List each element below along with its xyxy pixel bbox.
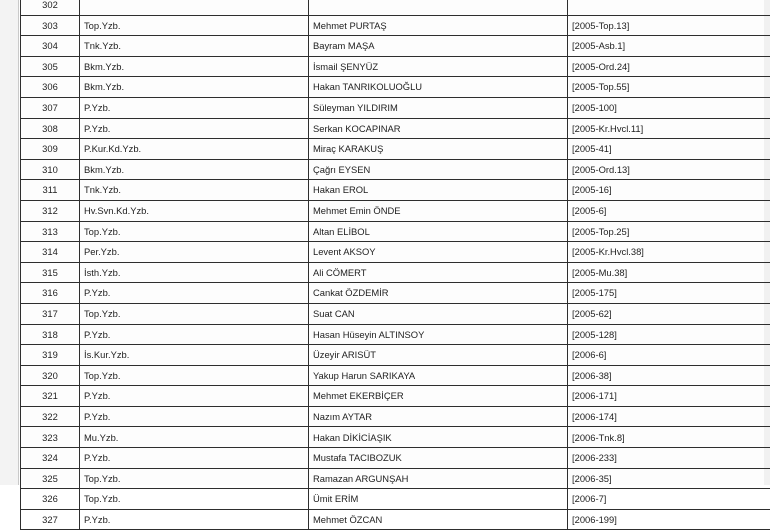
row-number: 305 [21,56,80,77]
code-cell: [2005-62] [568,303,770,324]
rank-cell: P.Yzb. [80,406,309,427]
row-number: 323 [21,427,80,448]
row-number: 313 [21,221,80,242]
rank-cell: Top.Yzb. [80,303,309,324]
rank-cell: P.Yzb. [80,283,309,304]
code-cell: [2006-7] [568,489,770,510]
code-cell: [2005-Ord.24] [568,56,770,77]
rank-cell: P.Yzb. [80,324,309,345]
name-cell: Cankat ÖZDEMİR [309,283,568,304]
rank-cell: Top.Yzb. [80,489,309,510]
name-cell [309,0,568,15]
row-number: 327 [21,509,80,530]
name-cell: Levent AKSOY [309,242,568,263]
page-left-margin [0,0,19,485]
code-cell: [2005-6] [568,200,770,221]
rank-cell: Top.Yzb. [80,468,309,489]
table-row [21,221,770,242]
name-cell: Mehmet ÖZCAN [309,509,568,530]
table-row [21,36,770,57]
table-row [21,180,770,201]
table-row [21,386,770,407]
row-number: 324 [21,448,80,469]
table-row [21,509,770,530]
table-row [21,0,770,15]
row-number: 316 [21,283,80,304]
name-cell: Mehmet PURTAŞ [309,15,568,36]
rank-cell: Top.Yzb. [80,221,309,242]
code-cell: [2006-38] [568,365,770,386]
code-cell: [2005-100] [568,97,770,118]
name-cell: Altan ELİBOL [309,221,568,242]
code-cell: [2005-175] [568,283,770,304]
name-cell: Hakan TANRIKOLUOĞLU [309,77,568,98]
rank-cell [80,0,309,15]
table-row [21,118,770,139]
name-cell: Miraç KARAKUŞ [309,139,568,160]
table-row [21,77,770,98]
code-cell: [2005-16] [568,180,770,201]
rank-cell: Bkm.Yzb. [80,77,309,98]
code-cell: [2005-Kr.Hvcl.11] [568,118,770,139]
table-row [21,242,770,263]
code-cell [568,0,770,15]
row-number: 304 [21,36,80,57]
row-number: 308 [21,118,80,139]
rank-cell: P.Yzb. [80,97,309,118]
rank-cell: Tnk.Yzb. [80,36,309,57]
table-row [21,448,770,469]
table-row [21,56,770,77]
code-cell: [2005-128] [568,324,770,345]
name-cell: Mehmet Emin ÖNDE [309,200,568,221]
rank-cell: P.Yzb. [80,118,309,139]
table-row [21,345,770,366]
name-cell: Bayram MAŞA [309,36,568,57]
table-row [21,139,770,160]
row-number: 309 [21,139,80,160]
row-number: 321 [21,386,80,407]
name-cell: Hasan Hüseyin ALTINSOY [309,324,568,345]
name-cell: Mustafa TACIBOZUK [309,448,568,469]
rank-cell: P.Yzb. [80,386,309,407]
rank-cell: Bkm.Yzb. [80,159,309,180]
row-number: 320 [21,365,80,386]
name-cell: Ramazan ARGUNŞAH [309,468,568,489]
rank-cell: Hv.Svn.Kd.Yzb. [80,200,309,221]
personnel-table-body [21,0,770,530]
row-number: 310 [21,159,80,180]
rank-cell: Per.Yzb. [80,242,309,263]
code-cell: [2006-174] [568,406,770,427]
code-cell: [2005-Top.25] [568,221,770,242]
rank-cell: P.Yzb. [80,448,309,469]
table-row [21,324,770,345]
rank-cell: İs.Kur.Yzb. [80,345,309,366]
table-row [21,406,770,427]
row-number: 319 [21,345,80,366]
code-cell: [2005-Top.55] [568,77,770,98]
row-number: 318 [21,324,80,345]
code-cell: [2006-233] [568,448,770,469]
table-row [21,262,770,283]
rank-cell: İsth.Yzb. [80,262,309,283]
row-number: 326 [21,489,80,510]
row-number: 322 [21,406,80,427]
name-cell: Hakan DİKİCİAŞIK [309,427,568,448]
row-number: 325 [21,468,80,489]
name-cell: Ali CÖMERT [309,262,568,283]
code-cell: [2005-Ord.13] [568,159,770,180]
name-cell: Nazım AYTAR [309,406,568,427]
code-cell: [2006-6] [568,345,770,366]
code-cell: [2005-41] [568,139,770,160]
row-number: 311 [21,180,80,201]
row-number: 302 [21,0,80,15]
name-cell: Serkan KOCAPINAR [309,118,568,139]
code-cell: [2006-171] [568,386,770,407]
name-cell: Suat CAN [309,303,568,324]
code-cell: [2005-Kr.Hvcl.38] [568,242,770,263]
rank-cell: P.Kur.Kd.Yzb. [80,139,309,160]
rank-cell: Tnk.Yzb. [80,180,309,201]
table-row [21,283,770,304]
row-number: 303 [21,15,80,36]
table-row [21,97,770,118]
rank-cell: Mu.Yzb. [80,427,309,448]
code-cell: [2006-35] [568,468,770,489]
row-number: 307 [21,97,80,118]
row-number: 314 [21,242,80,263]
table-row [21,365,770,386]
name-cell: İsmail ŞENYÜZ [309,56,568,77]
name-cell: Ümit ERİM [309,489,568,510]
name-cell: Yakup Harun SARIKAYA [309,365,568,386]
row-number: 312 [21,200,80,221]
table-row [21,200,770,221]
code-cell: [2006-199] [568,509,770,530]
name-cell: Çağrı EYSEN [309,159,568,180]
table-row [21,303,770,324]
name-cell: Üzeyir ARISÜT [309,345,568,366]
table-row [21,15,770,36]
rank-cell: Bkm.Yzb. [80,56,309,77]
personnel-table [20,0,770,530]
row-number: 306 [21,77,80,98]
table-row [21,427,770,448]
rank-cell: Top.Yzb. [80,365,309,386]
table-row [21,489,770,510]
row-number: 315 [21,262,80,283]
name-cell: Mehmet EKERBİÇER [309,386,568,407]
name-cell: Hakan EROL [309,180,568,201]
row-number: 317 [21,303,80,324]
table-row [21,159,770,180]
rank-cell: P.Yzb. [80,509,309,530]
table-row [21,468,770,489]
rank-cell: Top.Yzb. [80,15,309,36]
code-cell: [2005-Mu.38] [568,262,770,283]
code-cell: [2005-Top.13] [568,15,770,36]
name-cell: Süleyman YILDIRIM [309,97,568,118]
code-cell: [2006-Tnk.8] [568,427,770,448]
code-cell: [2005-Asb.1] [568,36,770,57]
